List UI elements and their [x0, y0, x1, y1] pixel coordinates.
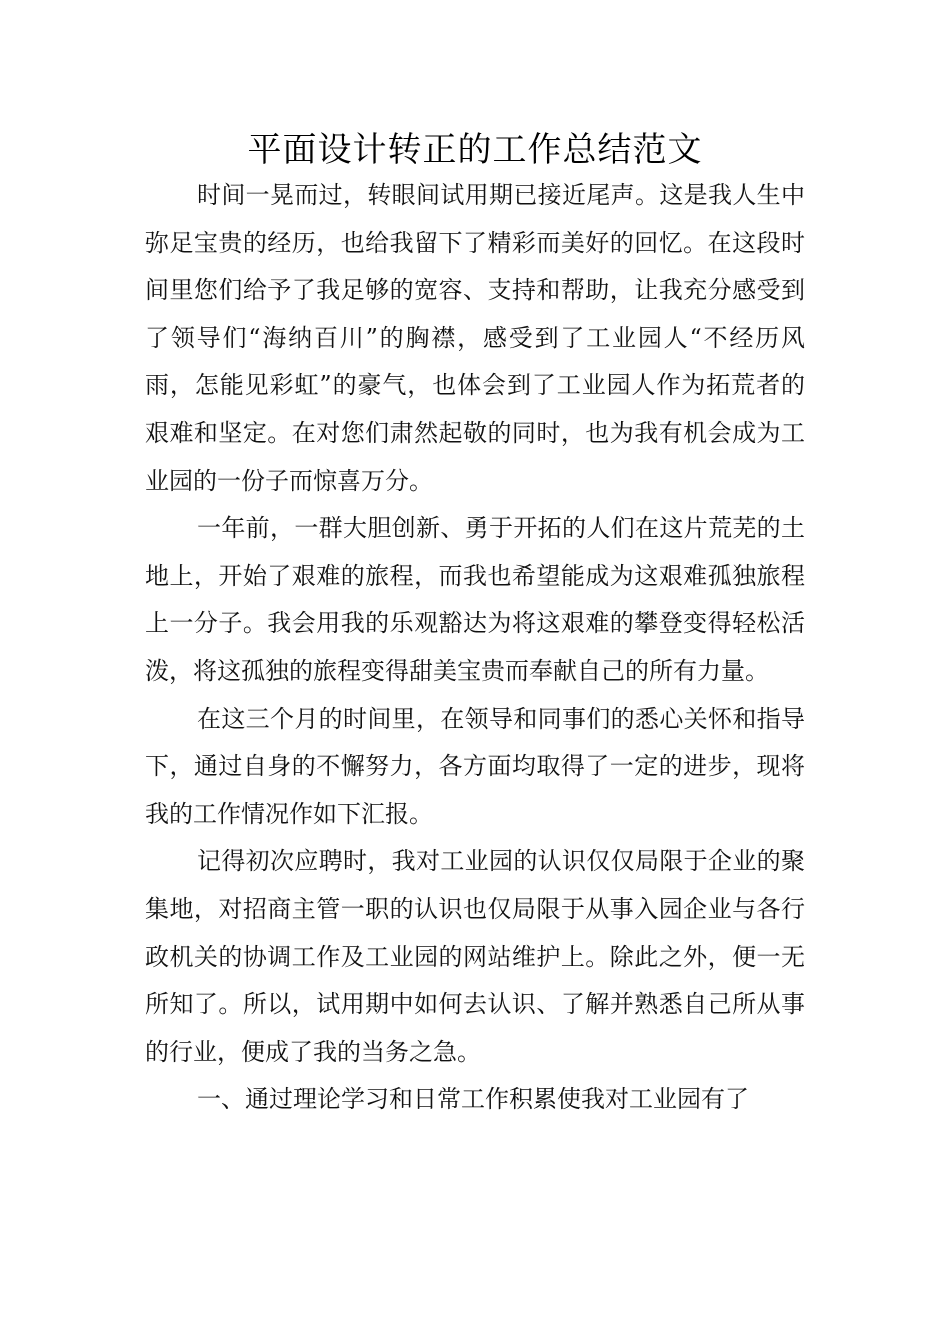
paragraph-4: 记得初次应聘时，我对工业园的认识仅仅局限于企业的聚集地，对招商主管一职的认识也仅局限于从事入园企业与各行政机关的协调工作及工业园的网站维护上。除此之外，便一无所知了。所以，试用期中如何去认识、了解并熟悉自己所从事的行业，便成了我的当务之急。 — [145, 847, 805, 1066]
paragraph-1: 时间一晃而过，转眼间试用期已接近尾声。这是我人生中弥足宝贵的经历，也给我留下了精彩而美好的回忆。在这段时间里您们给予了我足够的宽容、支持和帮助，让我充分感受到了领导们“海纳百川”的胸襟，感受到了工业园人“不经历风雨，怎能见彩虹”的豪气，也体会到了工业园人作为拓荒者的艰难和坚定。在对您们肃然起敬的同时，也为我有机会成为工业园的一份子而惊喜万分。 — [145, 181, 805, 495]
paragraph-3: 在这三个月的时间里，在领导和同事们的悉心关怀和指导下，通过自身的不懈努力，各方面均取得了一定的进步，现将我的工作情况作如下汇报。 — [145, 704, 805, 828]
document-title: 平面设计转正的工作总结范文 — [247, 130, 703, 170]
document-body — [145, 172, 805, 1124]
paragraph-2: 一年前，一群大胆创新、勇于开拓的人们在这片荒芜的土地上，开始了艰难的旅程，而我也希望能成为这艰难孤独旅程上一分子。我会用我的乐观豁达为将这艰难的攀登变得轻松活泼，将这孤独的旅程变得甜美宝贵而奉献自己的所有力量。 — [145, 514, 805, 685]
paragraph-5: 一、通过理论学习和日常工作积累使我对工业园有了 — [197, 1085, 749, 1114]
